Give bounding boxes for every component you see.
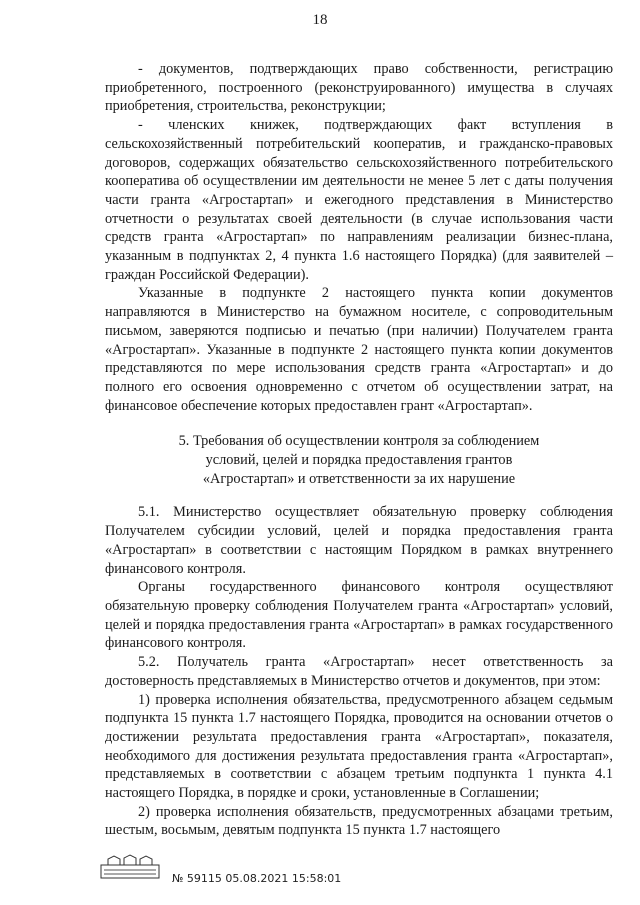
paragraph: 5.1. Министерство осуществляет обязательную проверку соблюдения Получателем субсидии условий, целей и порядка предоставления гранта «Агростартап» в соответствии с настоящим Порядком в рамках внутреннего финансового контроля.: [105, 504, 613, 577]
paragraph: - членских книжек, подтверждающих факт вступления в сельскохозяйственный потребительский кооператив, и гражданско-правовых договоров, содержащих обязательство сельскохозяйственного потребительского кооператива об осуществлении им деятельности не менее 5 лет с даты получения части гранта «Агростартап» и ежегодного представления в Министерство отчетности о результатах своей деятельности (в случае использования части средств гранта «Агростартап» по направлениям реализации бизнес-плана, указанным в подпунктах 2, 4 пункта 1.6 настоящего Порядка) (для заявителей – граждан Российской Федерации).: [105, 117, 613, 283]
paragraph: 5.2. Получатель гранта «Агростартап» несет ответственность за достоверность представляемых в Министерство отчетов и документов, при этом:: [105, 654, 613, 689]
paragraph: Органы государственного финансового контроля осуществляют обязательную проверку соблюдения Получателем гранта «Агростартап» условий, целей и порядка предоставления гранта «Агростартап» в рамках государственного финансового контроля.: [105, 579, 613, 652]
section-heading: [105, 432, 613, 488]
footer: [100, 854, 400, 890]
paragraph: Указанные в подпункте 2 настоящего пункта копии документов направляются в Министерство на бумажном носителе, с сопроводительным письмом, заверяются подписью и печатью (при наличии) Получателем гранта «Агростартап». Указанные в подпункте 2 настоящего пункта копии документов представляются по мере использования средств гранта «Агростартап» и до полного его освоения одновременно с отчетом об осуществлении затрат, на финансовое обеспечение которых предоставлен грант «Агростартап».: [105, 285, 613, 414]
paragraph: - документов, подтверждающих право собственности, регистрацию приобретенного, построенного (реконструированного) имущества в случаях приобретения, строительства, реконструкции;: [105, 61, 613, 115]
paragraph: 2) проверка исполнения обязательств, предусмотренных абзацами третьим, шестым, восьмым, девятым подпункта 15 пункта 1.7 настоящего: [105, 803, 613, 839]
registration-stamp-icon: [100, 854, 160, 880]
page-number: 18: [312, 12, 328, 28]
heading-line: «Агростартап» и ответственности за их нарушение: [202, 470, 516, 487]
document-body: [105, 60, 613, 840]
registration-number: № 59115 05.08.2021 15:58:01: [172, 872, 342, 885]
heading-line: условий, целей и порядка предоставления грантов: [205, 452, 513, 469]
heading-line: 5. Требования об осуществлении контроля за соблюдением: [178, 433, 540, 450]
paragraph: 1) проверка исполнения обязательства, предусмотренного абзацем седьмым подпункта 15 пункта 1.7 настоящего Порядка, проводится на основании отчетов о достижении результата предоставления гранта «Агростартап», показателя, необходимого для достижения результата предоставления гранта «Агростартап», представляемых в соответствии с абзацем третьим подпункта 1 пункта 4.1 настоящего Порядка, в порядке и сроки, установленные в Соглашении;: [105, 691, 613, 802]
